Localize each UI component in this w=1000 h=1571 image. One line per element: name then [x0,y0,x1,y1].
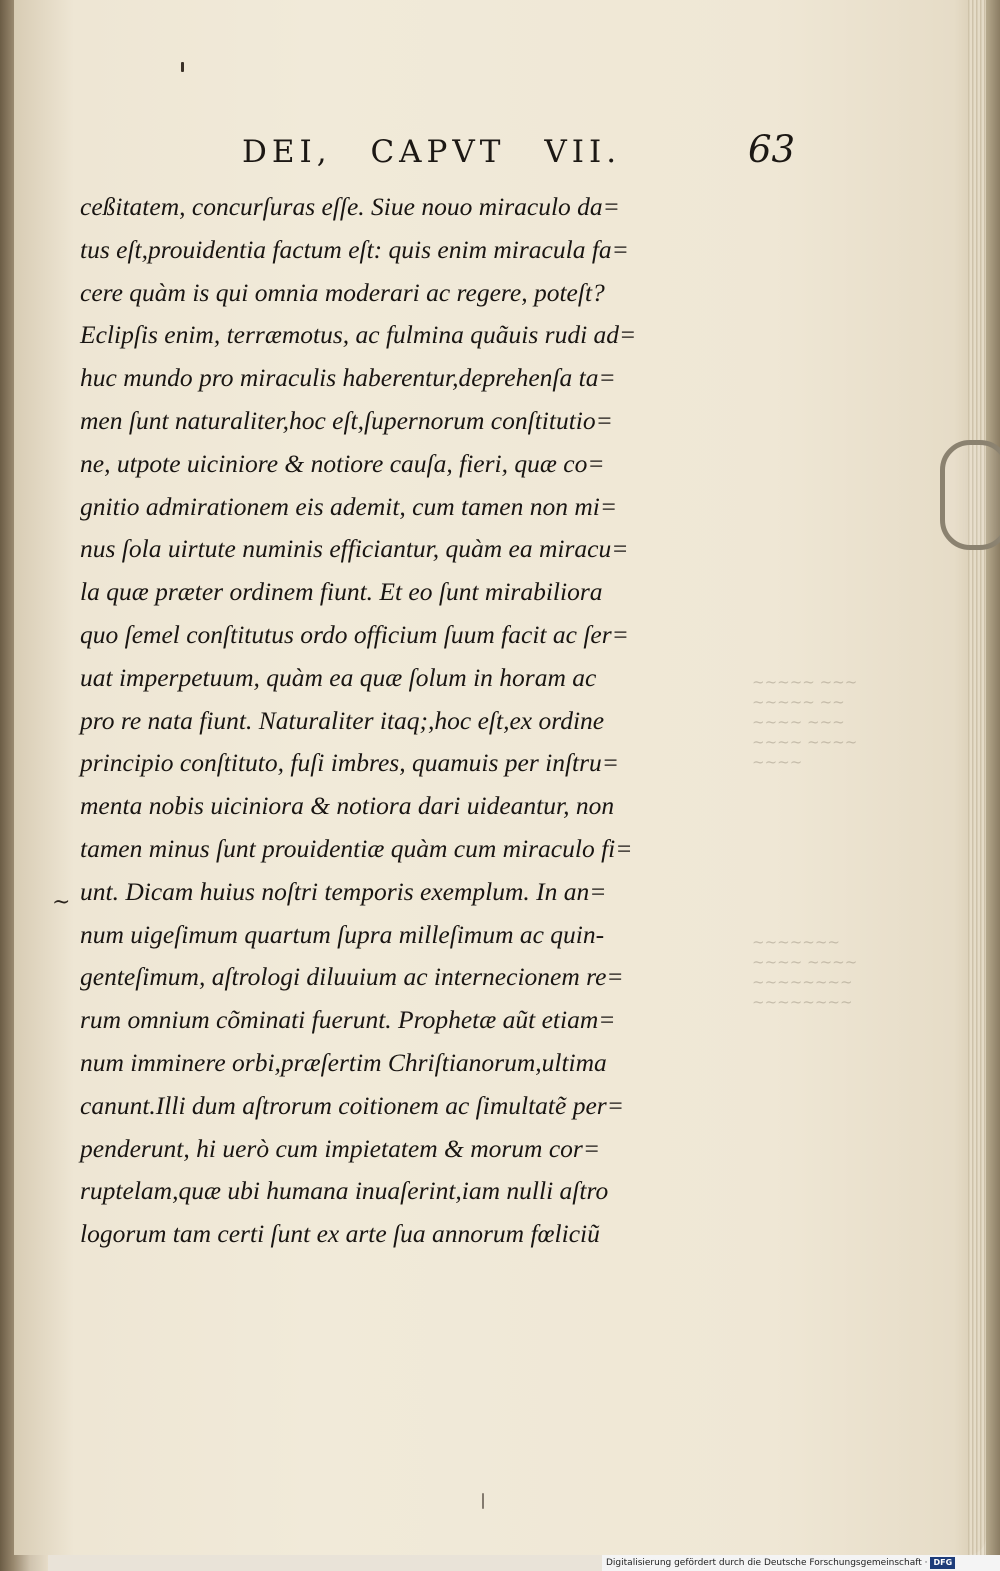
text-line: gnitio admirationem eis ademit, cum tamen non mi= [80,491,618,521]
text-line: genteſimum, aſtrologi diluuium ac internecionem re= [80,962,624,992]
text-line: rum omnium cõminati fuerunt. Prophetæ aũt etiam= [80,1005,616,1035]
book-edge-shadow [986,0,1000,1571]
margin-mark: ~ [52,890,71,915]
text-line: ceßitatem, concurſuras eſſe. Siue nouo miraculo da= [80,192,620,221]
text-line: men ſunt naturaliter,hoc eſt,ſupernorum conſtitutio= [80,405,613,435]
text-line: num uigeſimum quartum ſupra milleſimum ac quin- [80,919,605,949]
show-through-marginalia: ~~~~~ ~~~ ~~~~~ ~~ ~~~~ ~~~ ~~~~ ~~~~ ~~~~ [752,673,858,771]
text-line: nus ſola uirtute numinis efficiantur, quàm ea miracu= [80,534,629,564]
text-line: ne, utpote uiciniore & notiore cauſa, fieri, quæ co= [80,448,605,478]
text-line: canunt.Illi dum aſtrorum coitionem ac ſimultatẽ per= [80,1090,624,1120]
page-header [242,128,802,178]
text-line: la quæ præter ordinem fiunt. Et eo ſunt mirabiliora [80,577,603,607]
text-line: cere quàm is qui omnia moderari ac regere, poteſt? [80,277,605,307]
page-clip [940,440,1000,550]
text-line: uat imperpetuum, quàm ea quæ ſolum in horam ac [80,662,597,692]
text-line: menta nobis uiciniora & notiora dari uideantur, non [80,791,615,821]
footer-text: Digitalisierung gefördert durch die Deutsche Forschungsgemeinschaft · [606,1558,928,1568]
text-line: Eclipſis enim, terræmotus, ac fulmina quãuis rudi ad= [80,320,637,350]
ink-speck [482,1493,484,1509]
text-line: tamen minus ſunt prouidentiæ quàm cum miraculo fi= [80,833,633,863]
text-line: penderunt, hi uerò cum impietatem & morum cor= [80,1133,601,1163]
show-through-marginalia: ~~~~~~~ ~~~~ ~~~~ ~~~~~~~~ ~~~~~~~~ [752,933,858,1011]
ink-speck [181,62,184,72]
text-line: unt. Dicam huius noſtri temporis exemplum. In an= [80,876,607,906]
text-line: principio conſtituto, fuſi imbres, quamuis per inſtru= [80,748,620,778]
text-line: huc mundo pro miraculis haberentur,deprehenſa ta= [80,363,616,393]
body-text [80,186,770,1256]
text-line: num imminere orbi,præſertim Chriſtianorum,ultima [80,1047,607,1077]
digitization-footer [602,1555,1000,1571]
text-line: tus eſt,prouidentia factum eſt: quis enim miracula fa= [80,234,629,264]
text-line: quo ſemel conſtitutus ordo officium ſuum facit ac ſer= [80,619,629,649]
page-number: 63 [748,128,796,171]
running-head: DEI, CAPVT VII. [242,134,622,170]
text-line: pro re nata fiunt. Naturaliter itaq;,hoc eſt,ex ordine [80,705,605,735]
text-line: logorum tam certi ſunt ex arte ſua annorum fœliciũ [80,1219,600,1249]
dfg-logo: DFG [930,1557,955,1569]
text-line: ruptelam,quæ ubi humana inuaſerint,iam nulli aſtro [80,1176,609,1206]
page-edges [968,0,986,1555]
